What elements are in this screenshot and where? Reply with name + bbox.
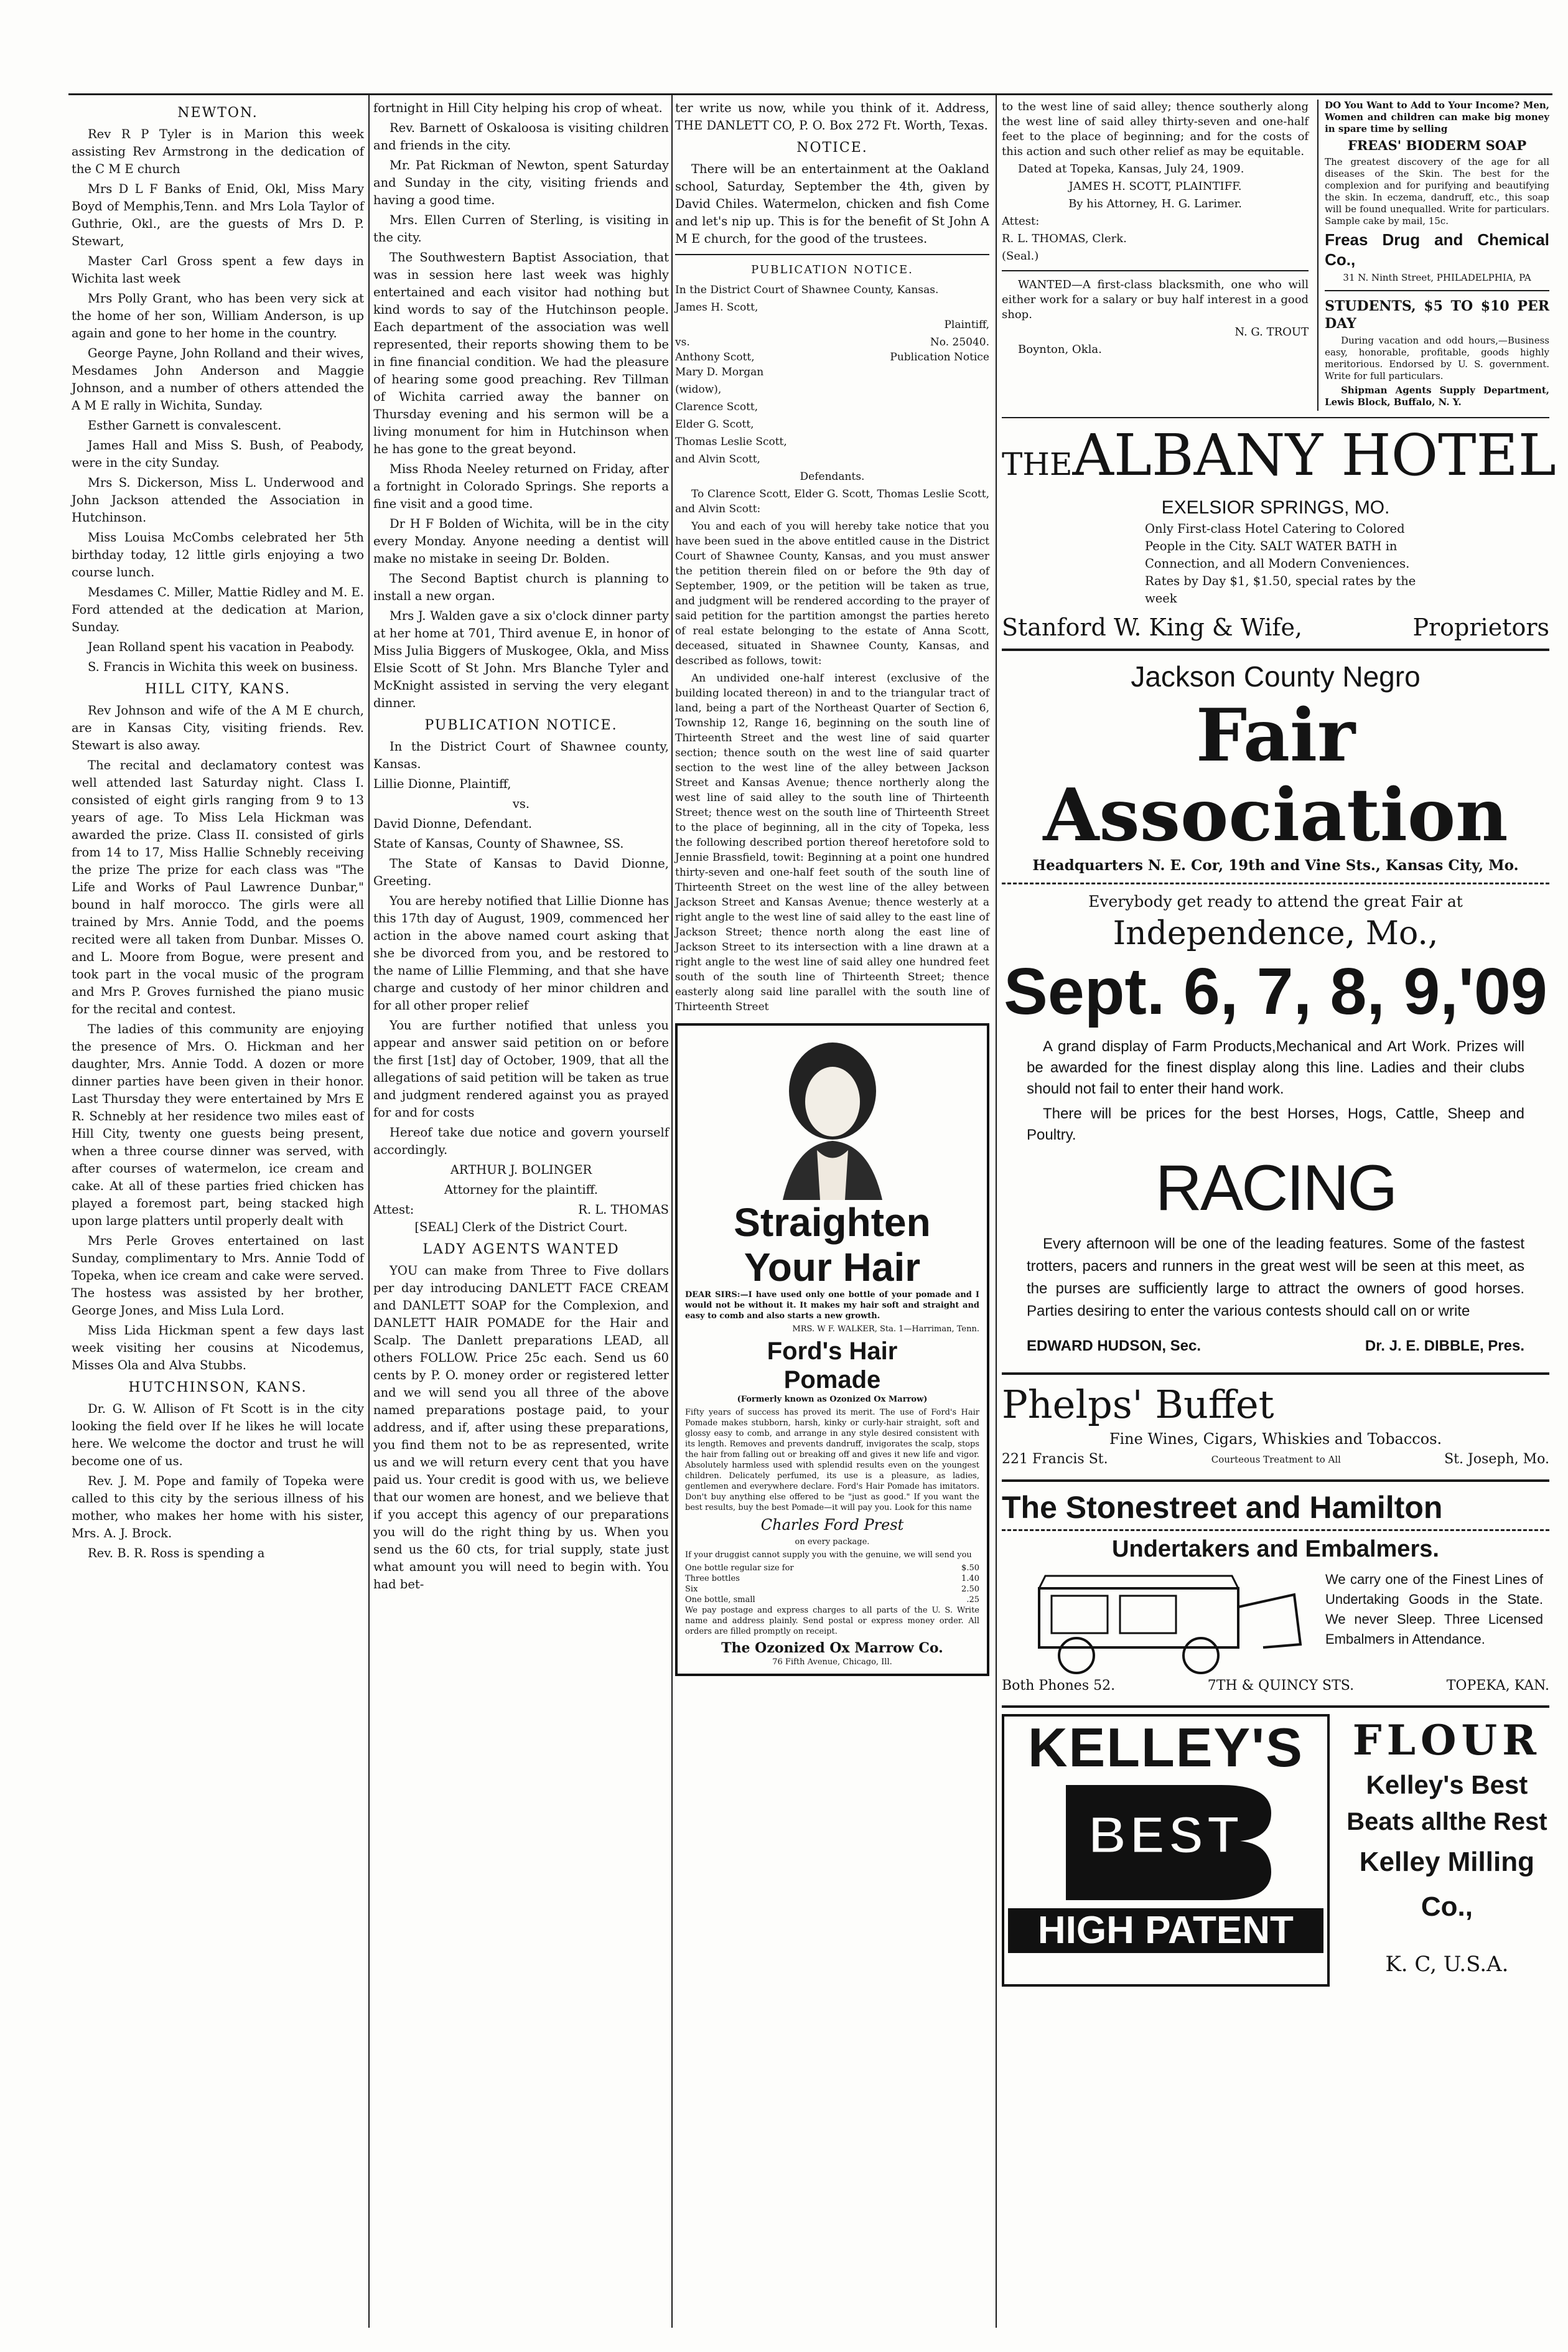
defendant-name: and Alvin Scott, (675, 453, 760, 466)
woman-portrait-icon (758, 1032, 907, 1200)
defendant-line: David Dionne, Defendant. (373, 817, 533, 831)
phelps-name: Phelps' Buffet (1002, 1382, 1274, 1427)
defendant-name: Anthony Scott, (675, 351, 755, 363)
price-row (685, 1563, 979, 1573)
price-value: 2.50 (961, 1585, 979, 1594)
ad-headline: Your Hair (744, 1245, 921, 1290)
kelley-flour: FLOUR (1352, 1716, 1541, 1764)
kelley-city: K. C, U.S.A. (1385, 1952, 1509, 1977)
price-row (685, 1584, 979, 1595)
case-row (675, 335, 989, 350)
stonestreet-city: TOPEKA, KAN. (1446, 1678, 1549, 1694)
top-rule (68, 93, 1552, 95)
fair-body: There will be prices for the best Horses, Hogs, Cattle, Sheep and Poultry. (1027, 1105, 1524, 1143)
attest-row (373, 1201, 669, 1219)
hillcity-item: The ladies of this community are enjoying the presence of Mrs. O. Hickman and her daughter, Mrs. Annie Todd. A dozen or more dinner parties have been given in their honor. Last Thursday they were entertained by Mrs E R. Schnebly at her residence two miles east of Hill City, twenty one guests being present, when a three course dinner was served, with after courses of watermelon, ice cream and cake. At all of these parties fried chicken has played a foremost part, being stacked high upon large platters until properly dealt with (72, 1022, 364, 1228)
albany-hotel-ad (1002, 422, 1556, 642)
hutchinson-item: The Southwestern Baptist Association, that was in session here last week was highly entertained and each visitor had nothing but kind words to say of the Hutchinson people. Each department of the association was well represented, their reports showing them to be in fine financial condition. We had the pleasure of hearing some good preaching. Rev Tillman of Wichita carried away the banner on Thursday evening and his sermon will be a living monument for him in Hutchinson when he has gone to the great beyond. (373, 250, 669, 456)
lady-agents-body: YOU can make from Three to Five dollars per day introducing DANLETT FACE CREAM and DANLETT SOAP for the Complexion, and DANLETT HAIR POMADE for the Hair and Scalp. The Danlett preparations LEAD, all others FOLLOW. Price 25c each. Send us 60 cents by P. O. money order or registered letter and we will send you all three of the above named preparations postage paid, to your address, and if, after using these preparations, you find them not to be as represented, write us and we will return every cent that you have paid us. Your credit is good with us, we believe that our women are honest, and we believe that if you accept this agency of our preparations you will do the right thing by us. When you send us the 60 cts, for trial supply, state just what amount you will need to begin with. You had bet- (373, 1263, 669, 1591)
defendant-name: Mary D. Morgan (675, 366, 764, 378)
phelps-city: St. Joseph, Mo. (1444, 1451, 1549, 1467)
hutchinson-item: Mrs. Ellen Curren of Sterling, is visiting in the city. (373, 213, 669, 245)
stonestreet-ad (1002, 1488, 1549, 1697)
kelley-tagline: Beats allthe Rest (1346, 1808, 1547, 1835)
newton-item: Mrs Polly Grant, who has been very sick at the home of her son, William Anderson, is up again and gone to her home in the country. (72, 291, 364, 340)
newton-item: Mrs S. Dickerson, Miss L. Underwood and John Jackson attended the Association in Hutchinson. (72, 476, 364, 525)
legal-seal: (Seal.) (1002, 250, 1039, 263)
stonestreet-phones: Both Phones 52. (1002, 1678, 1116, 1694)
divider (1002, 1705, 1549, 1708)
hillcity-item: Miss Lida Hickman spent a few days last week visiting her cousins at Nicodemus, Misses Ola and Alva Stubbs. (72, 1323, 364, 1372)
hutchinson-item: Dr H F Bolden of Wichita, will be in the city every Monday. Anyone needing a dentist will make no mistake in seeing Dr. Bolden. (373, 517, 669, 566)
newton-item: George Payne, John Rolland and their wives, Mesdames John Anderson and Maggie Johnson, and a number of others attended the A M E rally in Wichita, Sunday. (72, 346, 364, 413)
hutchinson-item: Dr. G. W. Allison of Ft Scott is in the city looking the field over If he likes he will locate here. We welcome the doctor and trust he will become one of us. (72, 1402, 364, 1468)
newton-item: Miss Louisa McCombs celebrated her 5th birthday today, 12 little girls enjoying a two course lunch. (72, 530, 364, 579)
divider (1002, 270, 1309, 271)
publication-notice-block (675, 283, 989, 1014)
column-1 (72, 100, 364, 1565)
stonestreet-body: We carry one of the Finest Lines of Undertaking Goods in the State. We never Sleep. Three Licensed Embalmers in Attendance. (1325, 1572, 1543, 1647)
fair-racing: RACING (1155, 1152, 1396, 1224)
wanted-signature: N. G. TROUT (1234, 326, 1309, 339)
seal-line: [SEAL] Clerk of the District Court. (414, 1220, 628, 1234)
divider (1002, 883, 1549, 884)
legal-attorney: By his Attorney, H. G. Larimer. (1068, 197, 1242, 210)
kelley-flour-sack (1002, 1714, 1330, 1987)
hutchinson-item: Rev. Barnett of Oskaloosa is visiting children and friends in the city. (373, 121, 669, 152)
defendant-name: Clarence Scott, (675, 401, 758, 413)
case-number: No. 25040. (930, 336, 989, 349)
stonestreet-address-row (1002, 1675, 1549, 1697)
hillcity-item: The recital and declamatory contest was well attended last Saturday night. Class I. consisted of eight girls ranging from 9 to 13 years of age. To Miss Lela Hickman was awarded the prize. Class II. consisted of girls from 14 to 17, Miss Hallie Schnebly receiving the prize The prize for each class was "The Life and Works of Paul Lawrence Dunbar," bound in half morocco. The girls were all trained by Mrs. Annie Todd, and the poems recited were all taken from Dunbar. Misses O. and L. Moore from Bogue, were present and took part in the vocal music of the program and Mrs P. Groves furnished the piano music for the recital and contest. (72, 758, 364, 1016)
fair-place: Independence, Mo., (1113, 915, 1439, 952)
ad-signature: Charles Ford Prest (760, 1516, 904, 1534)
notice-paragraph: You and each of you will hereby take notice that you have been sued in the above entitled cause in the District Court of Shawnee County, Kansas, and you must answer the petition therein filed on or before the 9th day of September, 1909, or the petition will be taken as true, and judgment will be rendered according to the prayer of said petition for the partition amongst the parties hereto of real estate belonging to the estate of Anna Scott, deceased, situated in Shawnee County, Kansas, and described as follows, towit: (675, 520, 989, 667)
product-name: Ford's Hair (767, 1338, 898, 1365)
package-line: on every package. (795, 1537, 870, 1547)
albany-proprietors-row (1002, 612, 1549, 642)
defendants-role: Defendants. (800, 471, 865, 483)
price-label: Three bottles (685, 1574, 740, 1583)
newton-item: Jean Rolland spent his vacation in Peabody. (88, 640, 355, 654)
hutchinson-item: Mr. Pat Rickman of Newton, spent Saturday and Sunday in the city, visiting friends and having a good time. (373, 158, 669, 207)
newton-item: Rev R P Tyler is in Marion this week assisting Rev Armstrong in the dedication of the C M E church (72, 127, 364, 176)
soap-body: The greatest discovery of the age for all diseases of the Skin. The best for the complexion and for purifying and beautifying the skin. In eczema, dandruff, etc., this soap will be found unequalled. Write for particulars. Sample cake by mail, 15c. (1325, 156, 1549, 227)
notice-body: There will be an entertainment at the Oakland school, Saturday, September the 4th, given by David Chiles. Watermelon, chicken and fish Come and let's nip up. This is for the benefit of St John A M E church, for the good of the trustees. (675, 162, 989, 246)
phelps-address-row (1002, 1450, 1549, 1469)
notice-paragraph: An undivided one-half interest (exclusive of the building located thereon) in and to the triangular tract of land, being a part of the Northeast Quarter of Section 6, Township 12, Range 16, beginning on the south line of Thirteenth Street and the west line of said quarter section; thence south on the west line of said quarter section to the west line of the alley between Jackson Street and Kansas Avenue; thence northerly along the west line of said alley to the south line of Thirteenth Street; thence west on the south line of Thirteenth Street to the place of beginning, all in the city of Topeka, less the following described portion thereof heretofore sold to Jennie Brassfield, towit: Beginning at a point one hundred thirty-seven and one-half feet south of the south line of Thirteenth Street on the west line of the alley between Jackson Street and Kansas Avenue; thence westerly at a right angle to the west line of said alley to the east line of Jackson Street; thence north along the east line of Jackson Street to its intersection with a line drawn at a right angle to the west line of said alley one hundred feet south of the south line of Thirteenth Street; thence easterly along said line parallel with the south line of Thirteenth Street (675, 672, 989, 1013)
fair-headquarters: Headquarters N. E. Cor, 19th and Vine Sts., Kansas City, Mo. (1032, 857, 1519, 874)
divider (1002, 649, 1549, 651)
column-3 (675, 100, 989, 1676)
price-label: One bottle, small (685, 1595, 755, 1605)
students-signature: Shipman Agents Supply Department, Lewis Block, Buffalo, N. Y. (1325, 385, 1549, 408)
albany-body: Only First-class Hotel Catering to Colored People in the City. SALT WATER BATH in Connection, and all Modern Conveniences. Rates by Day $1, $1.50, special rates by the week (1145, 522, 1416, 606)
hutchinson-item: The Second Baptist church is planning to install a new organ. (373, 571, 669, 603)
attorney-role: Attorney for the plaintiff. (444, 1183, 598, 1197)
attorney-name: ARTHUR J. BOLINGER (450, 1163, 592, 1177)
legal-continuation (1002, 100, 1309, 411)
divider (1325, 290, 1549, 291)
plaintiff-line: Lillie Dionne, Plaintiff, (373, 777, 511, 791)
column-rule-2 (671, 93, 673, 2328)
defendant-name: Elder G. Scott, (675, 418, 754, 431)
court-line: In the District Court of Shawnee County, Kansas. (675, 284, 939, 296)
newton-item: Mrs D L F Banks of Enid, Okl, Miss Mary Boyd of Memphis,Tenn. and Mrs Lola Taylor of Guthrie, Okl., are the guests of Mrs D. P. Stewart, (72, 182, 364, 248)
hillcity-item: Mrs Perle Groves entertained on last Sunday, complimentary to Mrs. Annie Todd of Topeka, when ice cream and cake were served. The hostess was assisted by her brother, George Jones, and Miss Lula Lord. (72, 1234, 364, 1318)
newton-item: James Hall and Miss S. Bush, of Peabody, were in the city Sunday. (72, 438, 364, 470)
column-2 (373, 100, 669, 1596)
danlett-cont: ter write us now, while you think of it. Address, THE DANLETT CO, P. O. Box 272 Ft. Worth, Texas. (675, 101, 989, 133)
legal-dated: Dated at Topeka, Kansas, July 24, 1909. (1018, 162, 1244, 176)
clerk-name: R. L. THOMAS (578, 1202, 669, 1217)
notice-paragraph: The State of Kansas to David Dionne, Greeting. (373, 856, 669, 888)
price-value: $.50 (961, 1563, 979, 1573)
hutchinson-item: Miss Rhoda Neeley returned on Friday, after a fortnight in Colorado Springs. She reports a fine visit and a good time. (373, 462, 669, 511)
column-rule-1 (368, 93, 370, 2328)
phelps-buffet-ad (1002, 1381, 1549, 1469)
soap-name: FREAS' BIODERM SOAP (1347, 138, 1527, 153)
formerly-line: (Formerly known as Ozonized Ox Marrow) (737, 1395, 928, 1404)
soap-intro: DO You Want to Add to Your Income? Men, Women and children can make big money in spare time by selling (1325, 100, 1549, 134)
vs-line: vs. (675, 336, 690, 349)
ad-body: Fifty years of success has proved its merit. The use of Ford's Hair Pomade makes stubborn, harsh, kinky or curly-hair straight, soft and glossy easy to comb, and arrange in any style desired consistent with its length. Removes and prevents dandruff, invigorates the scalp, stops the hair from falling out or breaking off and gives it new life and vigor. Absolutely harmless used with splendid results even on the youngest children. Delicately perfumed, its use is a pleasure, as ladies, gentlemen and everywhere declare. Ford's Hair Pomade has imitators. Don't buy anything else offered to be "just as good." If you want the best results, buy the best Pomade—it will pay you. Look for this name (685, 1408, 979, 1512)
fair-secretary: EDWARD HUDSON, Sec. (1027, 1338, 1202, 1354)
divider (675, 254, 989, 255)
fair-body: A grand display of Farm Products,Mechanical and Art Work. Prizes will be awarded for the finest display along this line. Ladies and their clubs should not fail to enter their hand work. (1027, 1038, 1524, 1097)
ad-address: 76 Fifth Avenue, Chicago, Ill. (772, 1657, 892, 1667)
kelley-text (1345, 1714, 1549, 1987)
stonestreet-body-row (1002, 1570, 1549, 1675)
divider (1002, 1529, 1549, 1531)
wanted-ad: WANTED—A first-class blacksmith, one who will either work for a salary or buy half interest in a good shop. (1002, 278, 1309, 321)
legal-clerk: R. L. THOMAS, Clerk. (1002, 232, 1127, 245)
stonestreet-name: The Stonestreet and Hamilton (1002, 1490, 1443, 1525)
fair-body: Every afternoon will be one of the leading features. Some of the fastest trotters, pacers and runners in the great west will be seen at this meet, as the purses are sufficiently large to attract the owners of good horses. Parties desiring to enter the various contests should call on or write (1027, 1235, 1524, 1319)
column-4 (1002, 100, 1556, 1987)
divider (1002, 1479, 1549, 1482)
druggist-line: If your druggist cannot supply you with the genuine, we will send you (685, 1550, 972, 1560)
publication-notice-heading: PUBLICATION NOTICE. (424, 718, 618, 733)
hearse-icon (1002, 1570, 1313, 1675)
product-name: Pomade (783, 1366, 881, 1394)
kelley-patent: HIGH PATENT (1008, 1908, 1323, 1953)
soap-address: 31 N. Ninth Street, PHILADELPHIA, PA (1343, 272, 1531, 283)
phelps-goods: Fine Wines, Cigars, Whiskies and Tobaccos. (1109, 1430, 1442, 1448)
legal-end: to the west line of said alley; thence southerly along the west line of said alley thirty-seven and one-half feet to the place of beginning; and for the costs of this action and such other relief as may be equitable. (1002, 100, 1309, 158)
plaintiff-role: Plaintiff, (944, 319, 989, 331)
price-row (685, 1573, 979, 1584)
albany-proprietors: Stanford W. King & Wife, (1002, 614, 1303, 641)
fair-ready: Everybody get ready to attend the great Fair at (1088, 893, 1463, 911)
vs-line: vs. (512, 797, 530, 811)
divider (1002, 1372, 1549, 1375)
hutchinson-heading: HUTCHINSON, KANS. (128, 1380, 307, 1395)
notice-paragraph: To Clarence Scott, Elder G. Scott, Thomas Leslie Scott, and Alvin Scott: (675, 488, 989, 515)
albany-title (1002, 422, 1556, 495)
price-label: One bottle regular size for (685, 1563, 794, 1573)
legal-attest: Attest: (1002, 215, 1040, 228)
price-value: 1.40 (961, 1574, 979, 1583)
newton-item: Master Carl Gross spent a few days in Wichita last week (72, 254, 364, 286)
price-label: Six (685, 1585, 698, 1594)
notice-paragraph: Hereof take due notice and govern yourself accordingly. (373, 1125, 669, 1157)
albany-town: EXELSIOR SPRINGS, MO. (1161, 497, 1390, 518)
newton-item: S. Francis in Wichita this week on business. (88, 660, 358, 674)
newton-item: Esther Garnett is convalescent. (88, 418, 282, 433)
albany-proprietors-role: Proprietors (1412, 614, 1549, 641)
fair-title: Jackson County Negro (1131, 660, 1421, 693)
wanted-town: Boynton, Okla. (1018, 343, 1102, 356)
kelley-tagline: Kelley's Best (1366, 1770, 1528, 1799)
hillcity-item: Rev Johnson and wife of the A M E church, are in Kansas City, visiting friends. Rev. Stewart is also away. (72, 703, 364, 752)
defendant-name: Thomas Leslie Scott, (675, 436, 787, 448)
legal-signature: JAMES H. SCOTT, PLAINTIFF. (1068, 180, 1242, 193)
albany-the: THE (1002, 446, 1073, 482)
notice-heading: NOTICE. (796, 140, 868, 156)
fair-association-ad (1002, 657, 1549, 1355)
stonestreet-address: 7TH & QUINCY STS. (1207, 1678, 1355, 1694)
price-value: .25 (966, 1595, 979, 1605)
stonestreet-subtitle: Undertakers and Embalmers. (1112, 1536, 1439, 1562)
kelley-best: BEST (1088, 1806, 1243, 1864)
fair-title-large: Fair Association (1043, 693, 1508, 858)
newton-heading: NEWTON. (177, 105, 258, 121)
students-body: During vacation and odd hours,—Business easy, honorable, profitable, goods highly meritorious. Endorsed by U. S. government. Write for full particulars. (1325, 335, 1549, 382)
kelley-brand: KELLEY'S (1028, 1717, 1304, 1778)
divider (1002, 417, 1549, 418)
defendant-name: (widow), (675, 383, 722, 396)
hillcity-heading: HILL CITY, KANS. (145, 682, 291, 697)
hutchinson-item: Rev. B. R. Ross is spending a (88, 1546, 265, 1560)
testimonial-signature: MRS. W F. WALKER, Sta. 1—Harriman, Tenn. (792, 1324, 979, 1334)
lady-agents-heading: LADY AGENTS WANTED (422, 1242, 620, 1257)
prepay-line: We pay postage and express charges to all parts of the U. S. Write name and address plainly. Send postal or express money order. All orders are filled promptly on receipt. (685, 1606, 979, 1636)
hutchinson-item: Rev. J. M. Pope and family of Topeka were called to this city by the serious illness of his mother, who makes her home with his sister, Mrs. A. J. Brock. (72, 1474, 364, 1540)
ad-company: The Ozonized Ox Marrow Co. (721, 1640, 943, 1656)
notice-label: Publication Notice (890, 351, 989, 363)
fair-president: Dr. J. E. DIBBLE, Pres. (1365, 1338, 1524, 1354)
hutchinson-cont: fortnight in Hill City helping his crop of wheat. (373, 101, 663, 115)
phelps-address: 221 Francis St. (1002, 1451, 1108, 1467)
attest-label: Attest: (373, 1202, 414, 1217)
kelley-flour-ad (1002, 1714, 1549, 1987)
kelley-mill: Kelley Milling Co., (1359, 1847, 1534, 1922)
hutchinson-item: Mrs J. Walden gave a six o'clock dinner party at her home at 701, Third avenue E, in honor of Miss Julia Biggers of Muskogee, Okla, and Miss Elsie Scott of St John. Mrs Blanche Tyler and McKnight assisted in serving the very elegant dinner. (373, 609, 669, 710)
fair-dates: Sept. 6, 7, 8, 9,'09 (1004, 955, 1547, 1028)
defendant-row (675, 350, 989, 365)
students-heading: STUDENTS, $5 TO $10 PER DAY (1325, 298, 1549, 332)
fair-officers-row (1027, 1338, 1524, 1355)
notice-paragraph: You are hereby notified that Lillie Dionne has this 17th day of August, 1909, commenced her action in the above named court asking that she be divorced from you, and be restored to the name of Lillie Flemming, and that she have charge and custody of her minor children and for all other proper relief (373, 894, 669, 1013)
notice-paragraph: You are further notified that unless you appear and answer said petition on or before the first [1st] day of October, 1909, that all the allegations of said petition will be taken as true and judgment rendered against you as prayed for and for costs (373, 1018, 669, 1120)
testimonial: DEAR SIRS:—I have used only one bottle of your pomade and I would not be without it. It makes my hair soft and straight and easy to comb and also starts a new growth. (685, 1290, 979, 1321)
fords-pomade-ad (675, 1023, 989, 1676)
newton-item: Mesdames C. Miller, Mattie Ridley and M. E. Ford attended at the dedication at Marion, Sunday. (72, 585, 364, 634)
court-line: In the District Court of Shawnee county, Kansas. (373, 739, 669, 771)
soap-company: Freas Drug and Chemical Co., (1325, 230, 1549, 269)
plaintiff-line: James H. Scott, (675, 301, 758, 314)
price-row (685, 1595, 979, 1605)
column-rule-3 (996, 93, 997, 2328)
albany-name: ALBANY HOTEL (1072, 422, 1556, 489)
publication-notice-heading: PUBLICATION NOTICE. (751, 263, 913, 276)
soap-ad (1317, 100, 1549, 411)
state-line: State of Kansas, County of Shawnee, SS. (373, 836, 624, 851)
phelps-note: Courteous Treatment to All (1211, 1454, 1341, 1465)
ad-headline: Straighten (734, 1200, 931, 1245)
